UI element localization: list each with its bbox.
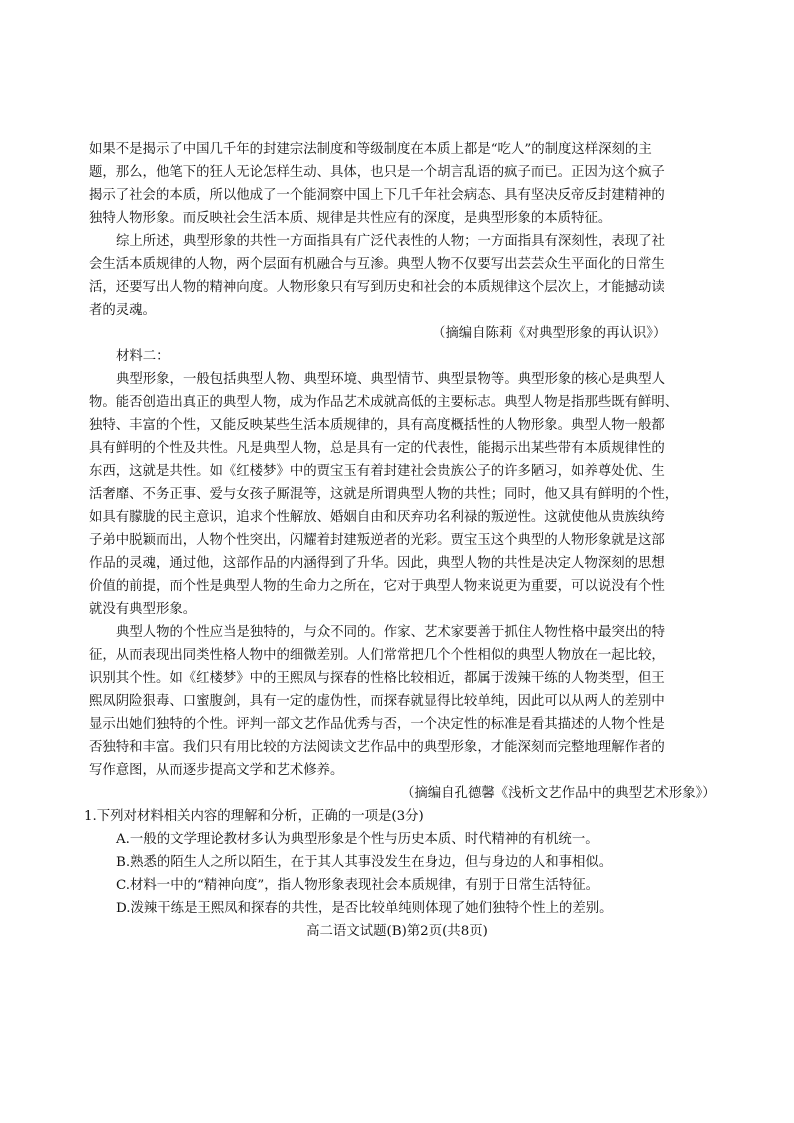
text-line: 者的灵魂。 <box>89 303 156 318</box>
option-c: C.材料一中的“精神向度”，指人物形象表现社会本质规律，有别于日常生活特征。 <box>116 878 599 893</box>
text-line: 写作意图，从而逐步提高文学和艺术修养。 <box>89 763 344 778</box>
text-line: 典型人物的个性应当是独特的，与众不同的。作家、艺术家要善于抓住人物性格中最突出的特 <box>116 625 666 640</box>
option-a: A.一般的文学理论教材多认为典型形象是个性与历史本质、时代精神的有机统一。 <box>116 832 599 847</box>
text-line: 活，还要写出人物的精神向度。人物形象只有写到历史和社会的本质规律这个层次上，才能撼动读 <box>89 280 665 295</box>
option-d: D.泼辣干练是王熙凤和探春的共性，是否比较单纯则体现了她们独特个性上的差别。 <box>116 901 613 916</box>
text-line: 熙凤阴险狠毒、口蜜腹剑，具有一定的虚伪性，而探春就显得比较单纯，因此可以从两人的差别中 <box>89 694 665 709</box>
text-line: 活奢靡、不务正事、爱与女孩子厮混等，这就是所谓典型人物的共性；同时，他又具有鲜明的个性， <box>89 487 679 502</box>
text-line: 综上所述，典型形象的共性一方面指具有广泛代表性的人物；一方面指具有深刻性，表现了社 <box>116 234 666 249</box>
text-line: 如具有朦胧的民主意识，追求个性解放、婚姻自由和厌弃功名利禄的叛逆性。这就使他从贵族纨绔 <box>89 510 665 525</box>
material-2-heading: 材料二： <box>116 349 170 364</box>
text-line: 否独特和丰富。我们只有用比较的方法阅读文艺作品中的典型形象，才能深刻而完整地理解作者的 <box>89 740 665 755</box>
text-line: 题，那么，他笔下的狂人无论怎样生动、具体，也只是一个胡言乱语的疯子而已。正因为这个疯子 <box>89 165 665 180</box>
text-line: 揭示了社会的本质，所以他成了一个能洞察中国上下几千年社会病态、具有坚决反帝反封建精神的 <box>89 188 665 203</box>
text-line: 独特、丰富的个性，又能反映某些生活本质规律的，具有高度概括性的人物形象。典型人物一般都 <box>89 418 665 433</box>
text-line: 独特人物形象。而反映社会生活本质、规律是共性应有的深度，是典型形象的本质特征。 <box>89 211 612 226</box>
text-line: 征，从而表现出同类性格人物中的细微差别。人们常常把几个个性相似的典型人物放在一起比较， <box>89 648 665 663</box>
text-line: 典型形象，一般包括典型人物、典型环境、典型情节、典型景物等。典型形象的核心是典型人 <box>116 372 666 387</box>
text-line: 价值的前提，而个性是典型人物的生命力之所在，它对于典型人物来说更为重要，可以说没有个性 <box>89 579 665 594</box>
text-line: 显示出她们独特的个性。评判一部文艺作品优秀与否，一个决定性的标准是看其描述的人物个性是 <box>89 717 665 732</box>
page-footer: 高二语文试题(B)第2页(共8页) <box>306 924 488 939</box>
question-stem: 1.下列对材料相关内容的理解和分析，正确的一项是(3分) <box>84 809 424 824</box>
text-line: 东西，这就是共性。如《红楼梦》中的贾宝玉有着封建社会贵族公子的许多陋习，如养尊处优、生 <box>89 464 665 479</box>
text-line: 识别其个性。如《红楼梦》中的王熙凤与探春的性格比较相近，都属于泼辣干练的人物类型，但王 <box>89 671 665 686</box>
text-line: 子弟中脱颖而出，人物个性突出，闪耀着封建叛逆者的光彩。贾宝玉这个典型的人物形象就是这部 <box>89 533 665 548</box>
text-line: 具有鲜明的个性及共性。凡是典型人物，总是具有一定的代表性，能揭示出某些带有本质规律性的 <box>89 441 665 456</box>
text-line: 会生活本质规律的人物，两个层面有机融合与互渗。典型人物不仅要写出芸芸众生平面化的日常生 <box>89 257 665 272</box>
source-citation-1: （摘编自陈莉《对典型形象的再认识》） <box>432 326 667 341</box>
option-b: B.熟悉的陌生人之所以陌生，在于其人其事没发生在身边，但与身边的人和事相似。 <box>116 855 613 870</box>
text-line: 物。能否创造出真正的典型人物，成为作品艺术成就高低的主要标志。典型人物是指那些既有鲜明、 <box>89 395 679 410</box>
text-line: 如果不是揭示了中国几千年的封建宗法制度和等级制度在本质上都是“吃人”的制度这样深刻的主 <box>89 142 652 157</box>
source-citation-2: （摘编自孔德馨《浅析文艺作品中的典型艺术形象》） <box>401 786 716 801</box>
text-line: 就没有典型形象。 <box>89 602 197 617</box>
text-line: 作品的灵魂，通过他，这部作品的内涵得到了升华。因此，典型人物的共性是决定人物深刻的思想 <box>89 556 665 571</box>
